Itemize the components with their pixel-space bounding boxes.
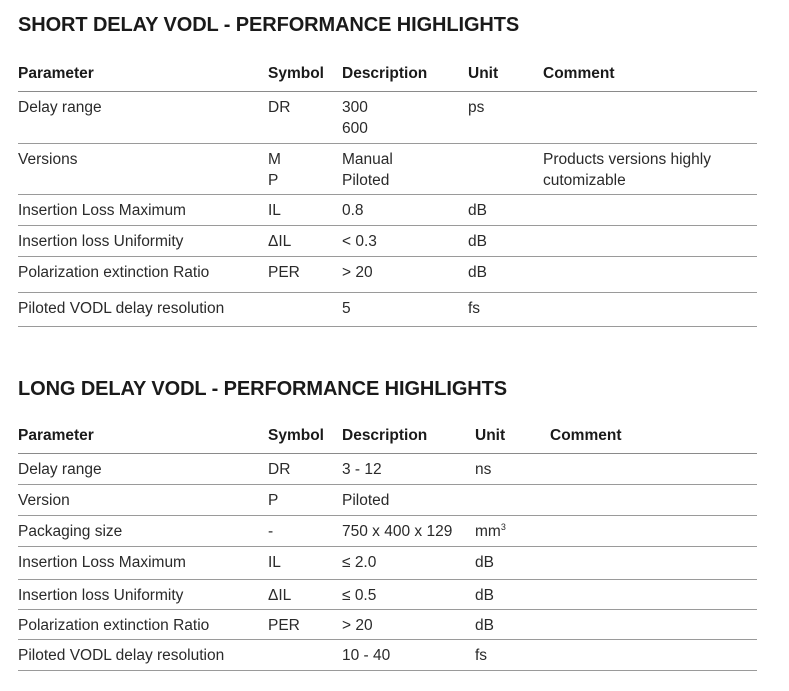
cell-comment [550,610,757,615]
cell-symbol: - [268,523,274,540]
short-delay-title: SHORT DELAY VODL - PERFORMANCE HIGHLIGHTS [18,14,520,36]
table-row [18,640,757,671]
cell-parameter: Versions [18,151,78,168]
table-row [18,144,757,195]
cell-symbol-line: M [268,151,281,168]
cell-symbol-line: P [268,172,279,189]
cell-unit: dB [468,233,487,250]
table-row [18,293,757,327]
cell-description-line: Piloted [342,172,390,189]
cell-symbol: PER [268,617,300,634]
cell-unit [475,485,550,490]
cell-unit: dB [475,554,494,571]
cell-comment [550,485,757,490]
cell-comment [543,92,757,97]
cell-comment [550,580,757,585]
header-description: Description [342,419,475,454]
cell-comment [550,547,757,552]
cell-unit: dB [468,264,487,281]
cell-symbol [268,640,342,645]
long-delay-title: LONG DELAY VODL - PERFORMANCE HIGHLIGHTS [18,378,507,400]
cell-symbol: P [268,492,279,509]
cell-parameter: Insertion loss Uniformity [18,587,184,604]
table-header-row [18,419,757,454]
cell-parameter: Polarization extinction Ratio [18,264,210,281]
cell-unit: dB [475,617,494,634]
cell-symbol: DR [268,461,291,478]
header-comment: Comment [550,419,757,454]
unit-text: mm [475,523,501,540]
table-row [18,92,757,144]
cell-comment [543,257,757,262]
cell-unit: dB [468,202,487,219]
table-row [18,547,757,580]
cell-parameter: Insertion Loss Maximum [18,554,186,571]
cell-comment [543,293,757,298]
table-row [18,610,757,640]
cell-symbol: IL [268,202,281,219]
header-comment: Comment [543,57,757,92]
cell-description-line: Manual [342,151,393,168]
cell-description: 5 [342,300,351,317]
table-row [18,516,757,547]
header-symbol: Symbol [268,419,342,454]
cell-description: Piloted [342,492,390,509]
cell-description: > 20 [342,264,373,281]
cell-symbol: DR [268,99,291,116]
cell-symbol: PER [268,264,300,281]
cell-unit: ps [468,99,485,116]
cell-parameter: Packaging size [18,523,123,540]
cell-parameter: Version [18,492,70,509]
cell-unit [468,144,543,149]
cell-description: > 20 [342,617,373,634]
table-row [18,454,757,485]
long-delay-table [18,419,757,671]
cell-symbol: IL [268,554,281,571]
header-description: Description [342,57,468,92]
header-parameter: Parameter [18,419,268,454]
header-unit: Unit [468,57,543,92]
cell-unit: dB [475,587,494,604]
table-row [18,485,757,516]
cell-description-line: 300 [342,99,368,116]
cell-parameter: Insertion loss Uniformity [18,233,184,250]
cell-comment [550,516,757,521]
cell-parameter: Piloted VODL delay resolution [18,647,225,664]
cell-unit: ns [475,461,492,478]
cell-parameter: Piloted VODL delay resolution [18,300,225,317]
cell-unit: fs [475,647,488,664]
table-row [18,195,757,226]
cell-comment: Products versions highly cutomizable [543,151,711,189]
cell-comment [550,640,757,645]
cell-comment [543,195,757,200]
table-row [18,580,757,610]
short-delay-table [18,57,757,327]
cell-unit [475,516,550,542]
cell-description: ≤ 0.5 [342,587,377,604]
cell-unit: fs [468,300,481,317]
cell-comment [543,226,757,231]
cell-symbol: ΔIL [268,233,292,250]
unit-superscript: 3 [500,521,506,532]
cell-symbol: ΔIL [268,587,292,604]
table-row [18,226,757,257]
table-header-row [18,57,757,92]
cell-parameter: Delay range [18,461,102,478]
cell-parameter: Polarization extinction Ratio [18,617,210,634]
cell-description: 750 x 400 x 129 [342,523,453,540]
cell-description: 10 - 40 [342,647,391,664]
table-row [18,257,757,293]
cell-parameter: Insertion Loss Maximum [18,202,186,219]
cell-description: 0.8 [342,202,364,219]
cell-parameter: Delay range [18,99,102,116]
cell-description: ≤ 2.0 [342,554,377,571]
cell-description-line: 600 [342,120,368,137]
cell-description: < 0.3 [342,233,377,250]
cell-symbol [268,293,342,298]
cell-comment [550,454,757,459]
cell-description: 3 - 12 [342,461,382,478]
header-parameter: Parameter [18,57,268,92]
header-symbol: Symbol [268,57,342,92]
header-unit: Unit [475,419,550,454]
